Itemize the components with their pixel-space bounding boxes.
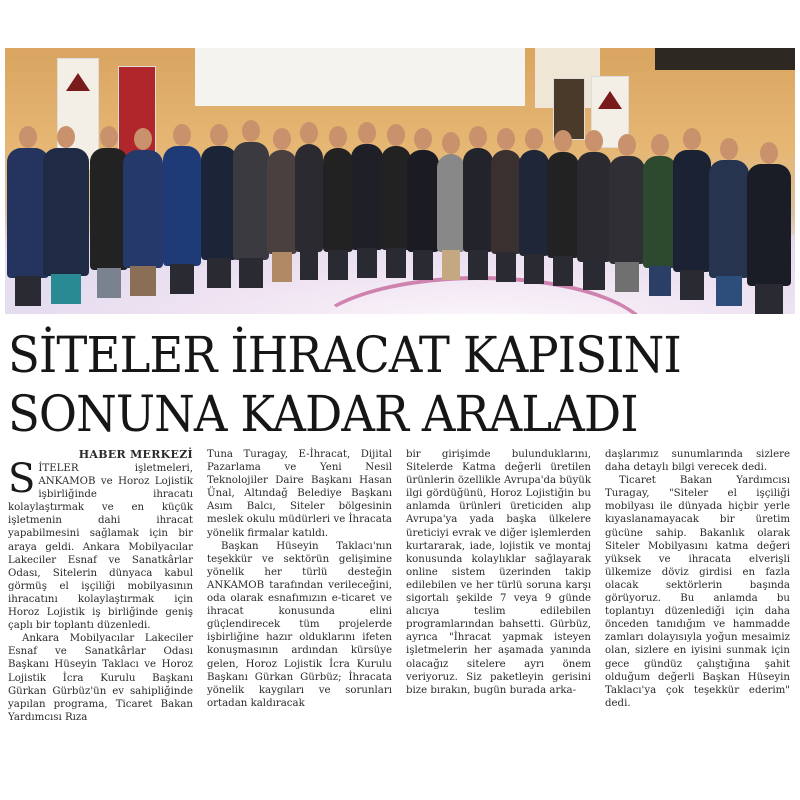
group-photo bbox=[5, 48, 795, 314]
article-paragraph: Ticaret Bakan Yardımcısı Turagay, "Siteler el işçiliği mobilyası ile dünyada hiçbir yerle kıyaslanamayacak bir üretim gücüne sahip. Bakanlık olarak Siteler Mobilyasını katma değeri yüksek ve ihracata elverişli ülkemize döviz girdisi en fazla olacak sektörlerin başında görüyoruz. Bu anlamda bu toplantıyı düzenlediği için daha önceden tanıdığım ve hammadde zamları dolayısıyla yoğun mesaimiz olan, sizlere en iyisini sunmak için gece gündüz çalıştığına şahit olduğum değerli Başkan Hüseyin Taklacı'ya çok teşekkür ederim" dedi. bbox=[605, 475, 790, 709]
photo-calligraphy-panel bbox=[655, 48, 795, 70]
article-paragraph: Başkan Hüseyin Taklacı'nın teşekkür ve sektörün gelişimine yönelik her türlü desteğin ANKAMOB tarafından verileceğini, oda olarak esnafımızın e-ticaret ve ihracat konusunda elini güçlendirecek tüm projelerde işbirliğine hazır olduklarını ifeten konuşmasının ardından kürsüye gelen, Horoz Lojistik İcra Kurulu Başkanı Gürkan Gürbüz; İhracata yönelik kaygıları ve sorunları ortadan kaldıracak bbox=[207, 540, 392, 709]
article-paragraph: Tuna Turagay, E-İhracat, Dijital Pazarlama ve Yeni Nesil Teknolojiler Daire Başkanı Hasan Ünal, Altındağ Belediye Başkanı Asım Balcı, Siteler bölgesinin meslek okulu müdürleri ve İhracata yönelik firmalar katıldı. bbox=[207, 449, 392, 539]
article-paragraph: daşlarımız sunumlarında sizlere daha detaylı bilgi verecek dedi. bbox=[605, 449, 790, 474]
article-column-1 bbox=[8, 448, 193, 788]
article-paragraph: Ankara Mobilyacılar Lakeciler Esnaf ve Sanatkârlar Odası Başkanı Hüseyin Taklacı ve Horoz Lojistik İcra Kurulu Başkanı Gürkan Gürbüz'ün ev sahipliğinde yapılan programa, Ticaret Bakan Yardımcısı Rıza bbox=[8, 633, 193, 723]
headline-line-2: SONUNA KADAR ARALADI bbox=[8, 385, 638, 443]
headline-line-1: SİTELER İHRACAT KAPISINI bbox=[8, 326, 681, 384]
article-column-3 bbox=[406, 448, 591, 788]
article-paragraph: SİTELER işletmeleri, ANKAMOB ve Horoz Lojistik işbirliğinde ihracatı kolaylaştırmak ve en küçük işletmenin dahi ihracat yapabilmesini sağlamak için bir araya geldi. Ankara Mobilyacılar Lakeciler Esnaf ve Sanatkârlar Odası, Sitelerin dünyaca kabul görmüş el işçiliği mobilyasının ihracatını kolaylaştırmak için Horoz Lojistik iş birliğinde geniş çaplı bir toplantı düzenledi. bbox=[8, 456, 193, 632]
article-column-2 bbox=[207, 448, 392, 788]
byline: HABER MERKEZİ bbox=[78, 448, 193, 461]
photo-people-row bbox=[5, 118, 795, 314]
headline bbox=[8, 326, 743, 444]
photo-background-window bbox=[195, 48, 525, 106]
article-body bbox=[8, 448, 794, 788]
drop-cap: S bbox=[8, 456, 36, 502]
article-paragraph: bir girişimde bulunduklarını, Sitelerde Katma değerli üretilen ürünlerin özellikle Avrupa'da büyük ilgi gördüğünü, Horoz Lojistiğin bu anlamda ürünleri üreticiden alıp Avrupa'ya yada başka ülkelere üreticiyi evrak ve diğer işlemlerden kurtararak, iade, lojistik ve montaj konusunda kolaylıklar sağlayarak online sistem üzerinden takip edilebilen ve her türlü soruna karşı sigortalı şekilde 7 veya 9 günde alıcıya teslim edilebilen programlarından bahsetti. Gürbüz, ayrıca "İhracat yapmak isteyen işletmelerin her aşamada yanında olacağız sitelere ayrı önem veriyoruz. Siz paketleyin gerisini bize bırakın, bugün burada arka- bbox=[406, 449, 591, 696]
article-column-4 bbox=[605, 448, 790, 788]
